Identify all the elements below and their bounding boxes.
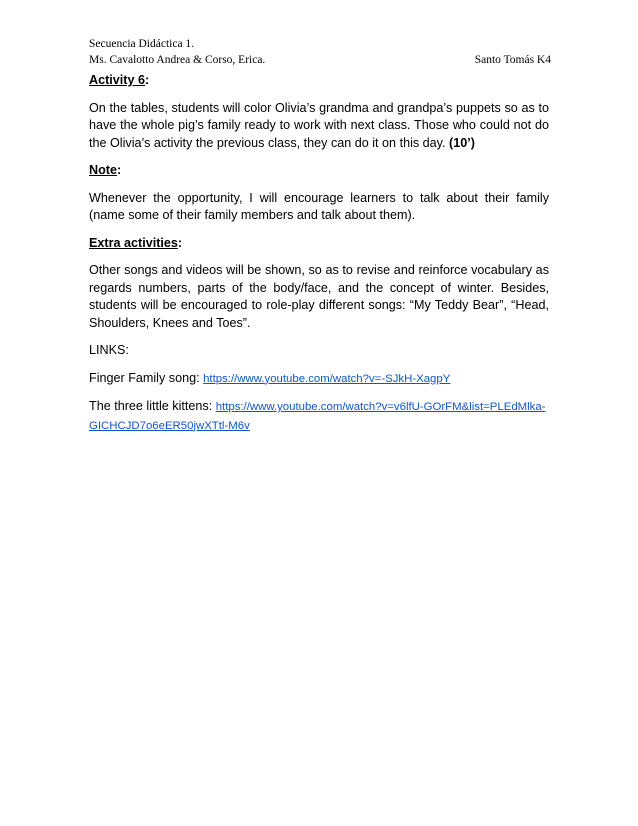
links-title: LINKS: bbox=[89, 343, 129, 357]
header-authors: Ms. Cavalotto Andrea & Corso, Erica. bbox=[89, 54, 266, 66]
header-school: Santo Tomás K4 bbox=[474, 54, 551, 66]
activity6-colon: : bbox=[145, 73, 150, 87]
activity6-paragraph bbox=[89, 100, 549, 153]
link-item bbox=[89, 398, 549, 435]
note-colon: : bbox=[117, 163, 122, 177]
three-kittens-link[interactable]: https://www.youtube.com/watch?v=v6lfU-GOrFM&list=PLEdMlka-GICHCJD7o6eER50jwXTtl-M6v bbox=[89, 401, 546, 432]
note-paragraph: Whenever the opportunity, I will encourage learners to talk about their family (name some of their family members and talk about them). bbox=[89, 190, 549, 222]
link-item bbox=[89, 370, 549, 389]
header-title: Secuencia Didáctica 1. bbox=[89, 38, 195, 50]
note-title: Note bbox=[89, 163, 117, 177]
document-body bbox=[89, 72, 549, 445]
extra-heading bbox=[89, 235, 549, 253]
header-row bbox=[89, 52, 551, 68]
activity6-heading bbox=[89, 72, 549, 90]
extra-title: Extra activities bbox=[89, 235, 178, 250]
activity6-time: (10’) bbox=[449, 135, 475, 150]
finger-family-link[interactable]: https://www.youtube.com/watch?v=-SJkH-XagpY bbox=[203, 372, 451, 385]
activity6-text: On the tables, students will color Olivia’s grandma and grandpa’s puppets so as to have the whole pig’s family ready to work with next class. Those who could not do the Olivia’s activity the previous class, they can do it on this day. bbox=[89, 100, 549, 150]
activity6-title: Activity 6 bbox=[89, 73, 145, 87]
note-heading bbox=[89, 162, 549, 180]
page-header bbox=[89, 36, 551, 68]
extra-colon: : bbox=[177, 235, 183, 250]
extra-paragraph: Other songs and videos will be shown, so as to revise and reinforce vocabulary as regards numbers, parts of the body/face, and the concept of winter. Besides, students will be encouraged to role-play different songs: “My Teddy Bear”, “Head, Shoulders, Knees and Toes”. bbox=[89, 263, 549, 330]
link-label: The three little kittens: bbox=[89, 399, 213, 413]
link-label: Finger Family song: bbox=[89, 370, 200, 385]
